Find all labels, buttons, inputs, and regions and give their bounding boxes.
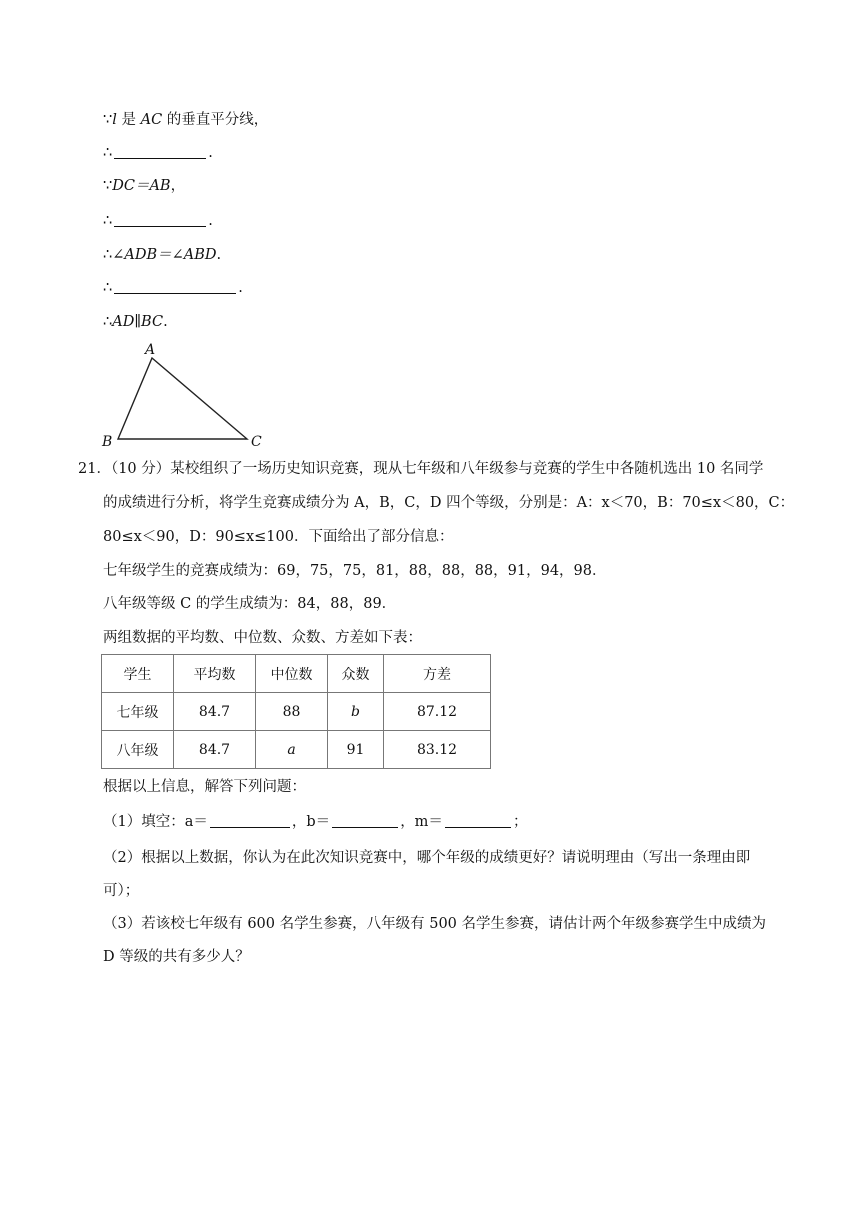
answer-blank-m[interactable]	[445, 813, 511, 828]
part-2-line-1	[103, 848, 750, 868]
semicolon: ；	[512, 814, 528, 830]
table-cell: 七年级	[102, 693, 174, 731]
table-cell: 八年级	[102, 731, 174, 769]
therefore-symbol: ∴	[103, 314, 113, 330]
part-3-text-1: （3）若该校七年级有 600 名学生参赛，八年级有 500 名学生参赛，请估计两个年级参赛学生中成绩为	[103, 916, 767, 932]
vertex-label-c: C	[251, 434, 262, 450]
answer-blank-a[interactable]	[210, 813, 290, 828]
statistics-table	[101, 654, 491, 769]
proof-line-3	[103, 176, 185, 196]
table-cell: 88	[256, 693, 328, 731]
table-header: 中位数	[256, 655, 328, 693]
table-cell: a	[256, 731, 328, 769]
part-2-text-2: 可）；	[103, 883, 140, 899]
question-intro-3: 80≤x＜90，D：90≤x≤100．下面给出了部分信息：	[103, 529, 454, 545]
because-symbol: ∵	[103, 178, 113, 194]
proof-line-5	[103, 245, 221, 265]
question-21-line-1	[78, 459, 763, 479]
therefore-symbol: ∴	[103, 213, 113, 229]
table-cell: 84.7	[174, 731, 256, 769]
answer-intro: 根据以上信息，解答下列问题：	[103, 779, 306, 795]
triangle-abc	[118, 358, 247, 439]
question-number: 21．	[78, 461, 111, 477]
text-perpendicular-bisector: 的垂直平分线，	[166, 112, 269, 128]
question-21-line-2	[103, 493, 794, 513]
conclusion-parallel: AD∥BC	[112, 314, 164, 330]
answer-blank-1[interactable]	[114, 144, 206, 159]
table-cell: 83.12	[384, 731, 491, 769]
grade8-c-scores: 八年级等级 C 的学生成绩为：84，88，89．	[103, 596, 397, 612]
table-header-row	[102, 655, 491, 693]
table-header: 平均数	[174, 655, 256, 693]
question-21-line-3	[103, 527, 453, 547]
because-symbol: ∵	[103, 112, 113, 128]
question-intro-1: （10 分）某校组织了一场历史知识竞赛，现从七年级和八年级参与竞赛的学生中各随机选出 10 名同学	[110, 461, 764, 477]
part-1-label: （1）填空：	[103, 814, 185, 830]
proof-line-4	[103, 211, 213, 231]
period: .	[238, 280, 243, 296]
comma: ，	[170, 178, 186, 194]
segment-ac: AC	[140, 112, 163, 128]
period: .	[208, 213, 213, 229]
table-header: 学生	[102, 655, 174, 693]
proof-line-1	[103, 110, 268, 130]
table-row	[102, 693, 491, 731]
part-3-line-1	[103, 914, 766, 934]
equation-dc-ab: DC＝AB	[112, 178, 171, 194]
proof-line-2	[103, 143, 213, 163]
question-intro-2: 的成绩进行分析，将学生竞赛成绩分为 A，B，C，D 四个等级，分别是：A：x＜70，B：70≤x＜80，C：	[103, 495, 795, 511]
table-cell: b	[328, 693, 384, 731]
part-1-a-label: a＝	[184, 814, 208, 830]
grade7-scores-line	[103, 561, 607, 581]
table-intro-line	[103, 628, 422, 648]
answer-blank-3[interactable]	[114, 279, 236, 294]
period: .	[216, 247, 222, 263]
period: .	[208, 145, 213, 161]
therefore-symbol: ∴	[103, 247, 113, 263]
part-1-line	[103, 812, 527, 832]
table-header: 众数	[328, 655, 384, 693]
therefore-symbol: ∴	[103, 280, 113, 296]
part-1-m-label: ，m＝	[400, 814, 443, 830]
therefore-symbol: ∴	[103, 145, 113, 161]
part-2-text-1: （2）根据以上数据，你认为在此次知识竞赛中，哪个年级的成绩更好？请说明理由（写出一条理由即	[103, 850, 751, 866]
table-cell: 84.7	[174, 693, 256, 731]
table-cell: 87.12	[384, 693, 491, 731]
table-row	[102, 731, 491, 769]
period: .	[163, 314, 168, 330]
answer-blank-2[interactable]	[114, 212, 206, 227]
vertex-label-b: B	[102, 434, 113, 450]
vertex-label-a: A	[145, 342, 156, 358]
part-3-text-2: D 等级的共有多少人？	[103, 949, 250, 965]
proof-line-7	[103, 312, 168, 332]
line-l: l	[112, 112, 117, 128]
triangle-figure	[95, 338, 275, 453]
table-intro: 两组数据的平均数、中位数、众数、方差如下表：	[103, 630, 422, 646]
part-2-line-2	[103, 881, 139, 901]
equation-angles: ∠ADB＝∠ABD	[112, 247, 217, 263]
answer-intro-line	[103, 777, 306, 797]
part-1-b-label: ，b＝	[291, 814, 331, 830]
table-header: 方差	[384, 655, 491, 693]
grade7-scores: 七年级学生的竞赛成绩为：69，75，75，81，88，88，88，91，94，98．	[103, 563, 607, 579]
table-cell: 91	[328, 731, 384, 769]
proof-line-6	[103, 278, 243, 298]
text-is: 是	[121, 112, 136, 128]
answer-blank-b[interactable]	[332, 813, 398, 828]
grade8-c-scores-line	[103, 594, 396, 614]
part-3-line-2	[103, 947, 250, 967]
